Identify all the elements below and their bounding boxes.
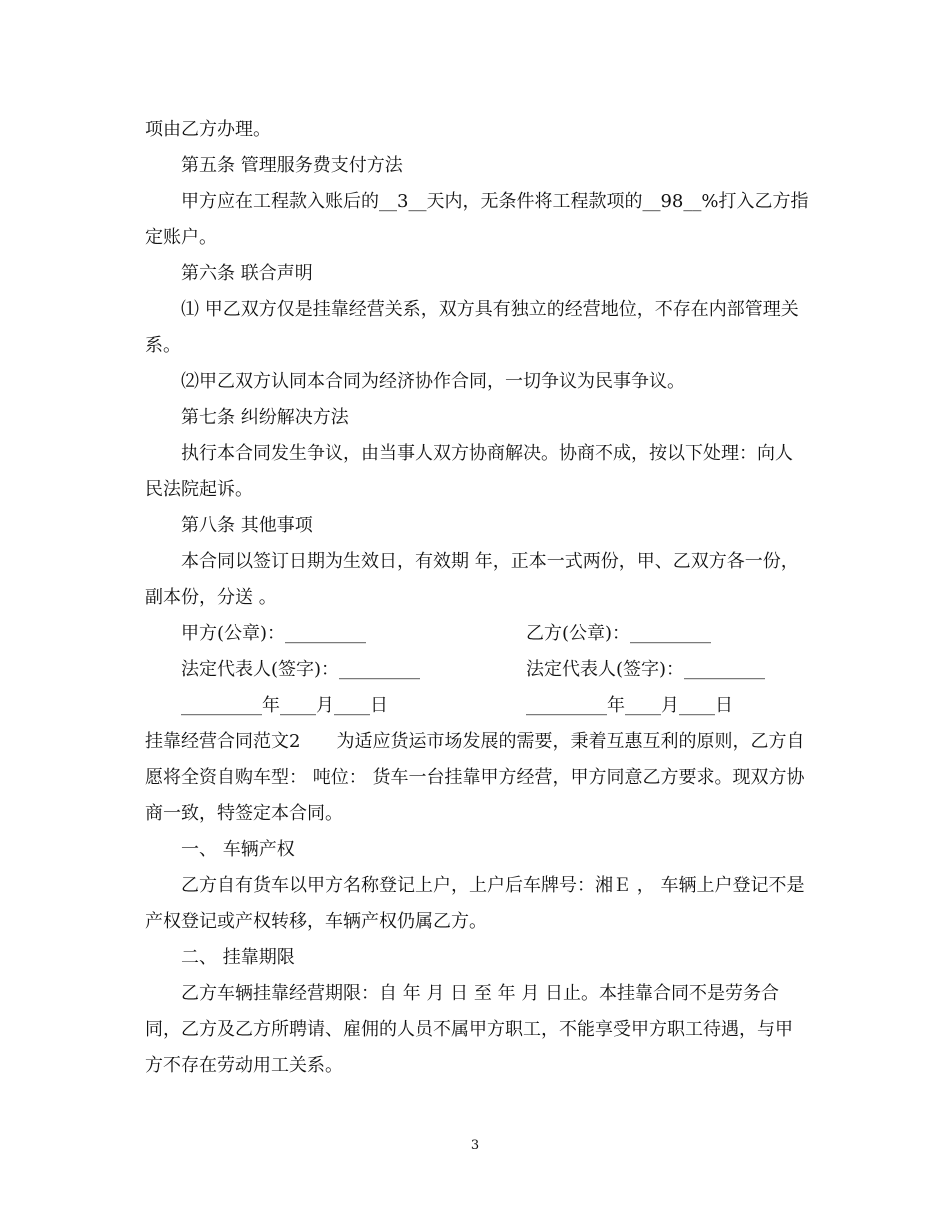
signature-row-date: [145, 688, 810, 724]
article-heading: 第七条 纠纷解决方法: [181, 407, 349, 428]
party-a-seal-field: 甲方(公章)：_________: [181, 623, 367, 644]
section-heading: 二、 挂靠期限: [181, 947, 295, 968]
paragraph: 甲方应在工程款入账后的__3__天内，无条件将工程款项的__98__%打入乙方指定账户。: [145, 191, 809, 248]
paragraph: 乙方自有货车以甲方名称登记上户，上户后车牌号：湘Ｅ ， 车辆上户登记不是产权登记或产权转移，车辆产权仍属乙方。: [145, 875, 805, 932]
party-a-representative-field: 法定代表人(签字)：_________: [181, 659, 421, 680]
signature-row-seal: [145, 616, 810, 652]
party-b-seal-field: 乙方(公章)：_________: [526, 623, 712, 644]
paragraph: 本合同以签订日期为生效日，有效期 年，正本一式两份，甲、乙双方各一份，副本份，分送 。: [145, 551, 799, 608]
party-b-representative-field: 法定代表人(签字)：_________: [526, 659, 766, 680]
document-body: [145, 112, 810, 1084]
party-a-date-field: _________年____月____日: [181, 695, 388, 716]
paragraph: ⑵甲乙双方认同本合同为经济协作合同，一切争议为民事争议。: [181, 371, 685, 392]
paragraph: ⑴ 甲乙双方仅是挂靠经营关系，双方具有独立的经营地位，不存在内部管理关系。: [145, 299, 799, 356]
party-b-date-field: _________年____月____日: [526, 695, 733, 716]
page-number: 3: [470, 1138, 480, 1153]
paragraph: 执行本合同发生争议，由当事人双方协商解决。协商不成，按以下处理：向人民法院起诉。: [145, 443, 793, 500]
article-heading: 第六条 联合声明: [181, 263, 313, 284]
signature-row-representative: [145, 652, 810, 688]
section-intro: 挂靠经营合同范文2 为适应货运市场发展的需要，秉着互惠互利的原则，乙方自愿将全资自购车型： 吨位： 货车一台挂靠甲方经营，甲方同意乙方要求。现双方协商一致，特签定本合同。: [145, 731, 805, 824]
paragraph: 乙方车辆挂靠经营期限：自 年 月 日 至 年 月 日止。本挂靠合同不是劳务合同，乙方及乙方所聘请、雇佣的人员不属甲方职工，不能享受甲方职工待遇，与甲方不存在劳动用工关系。: [145, 983, 793, 1076]
paragraph: 项由乙方办理。: [145, 119, 271, 140]
section-heading: 一、 车辆产权: [181, 839, 295, 860]
article-heading: 第八条 其他事项: [181, 515, 313, 536]
article-heading: 第五条 管理服务费支付方法: [181, 155, 403, 176]
